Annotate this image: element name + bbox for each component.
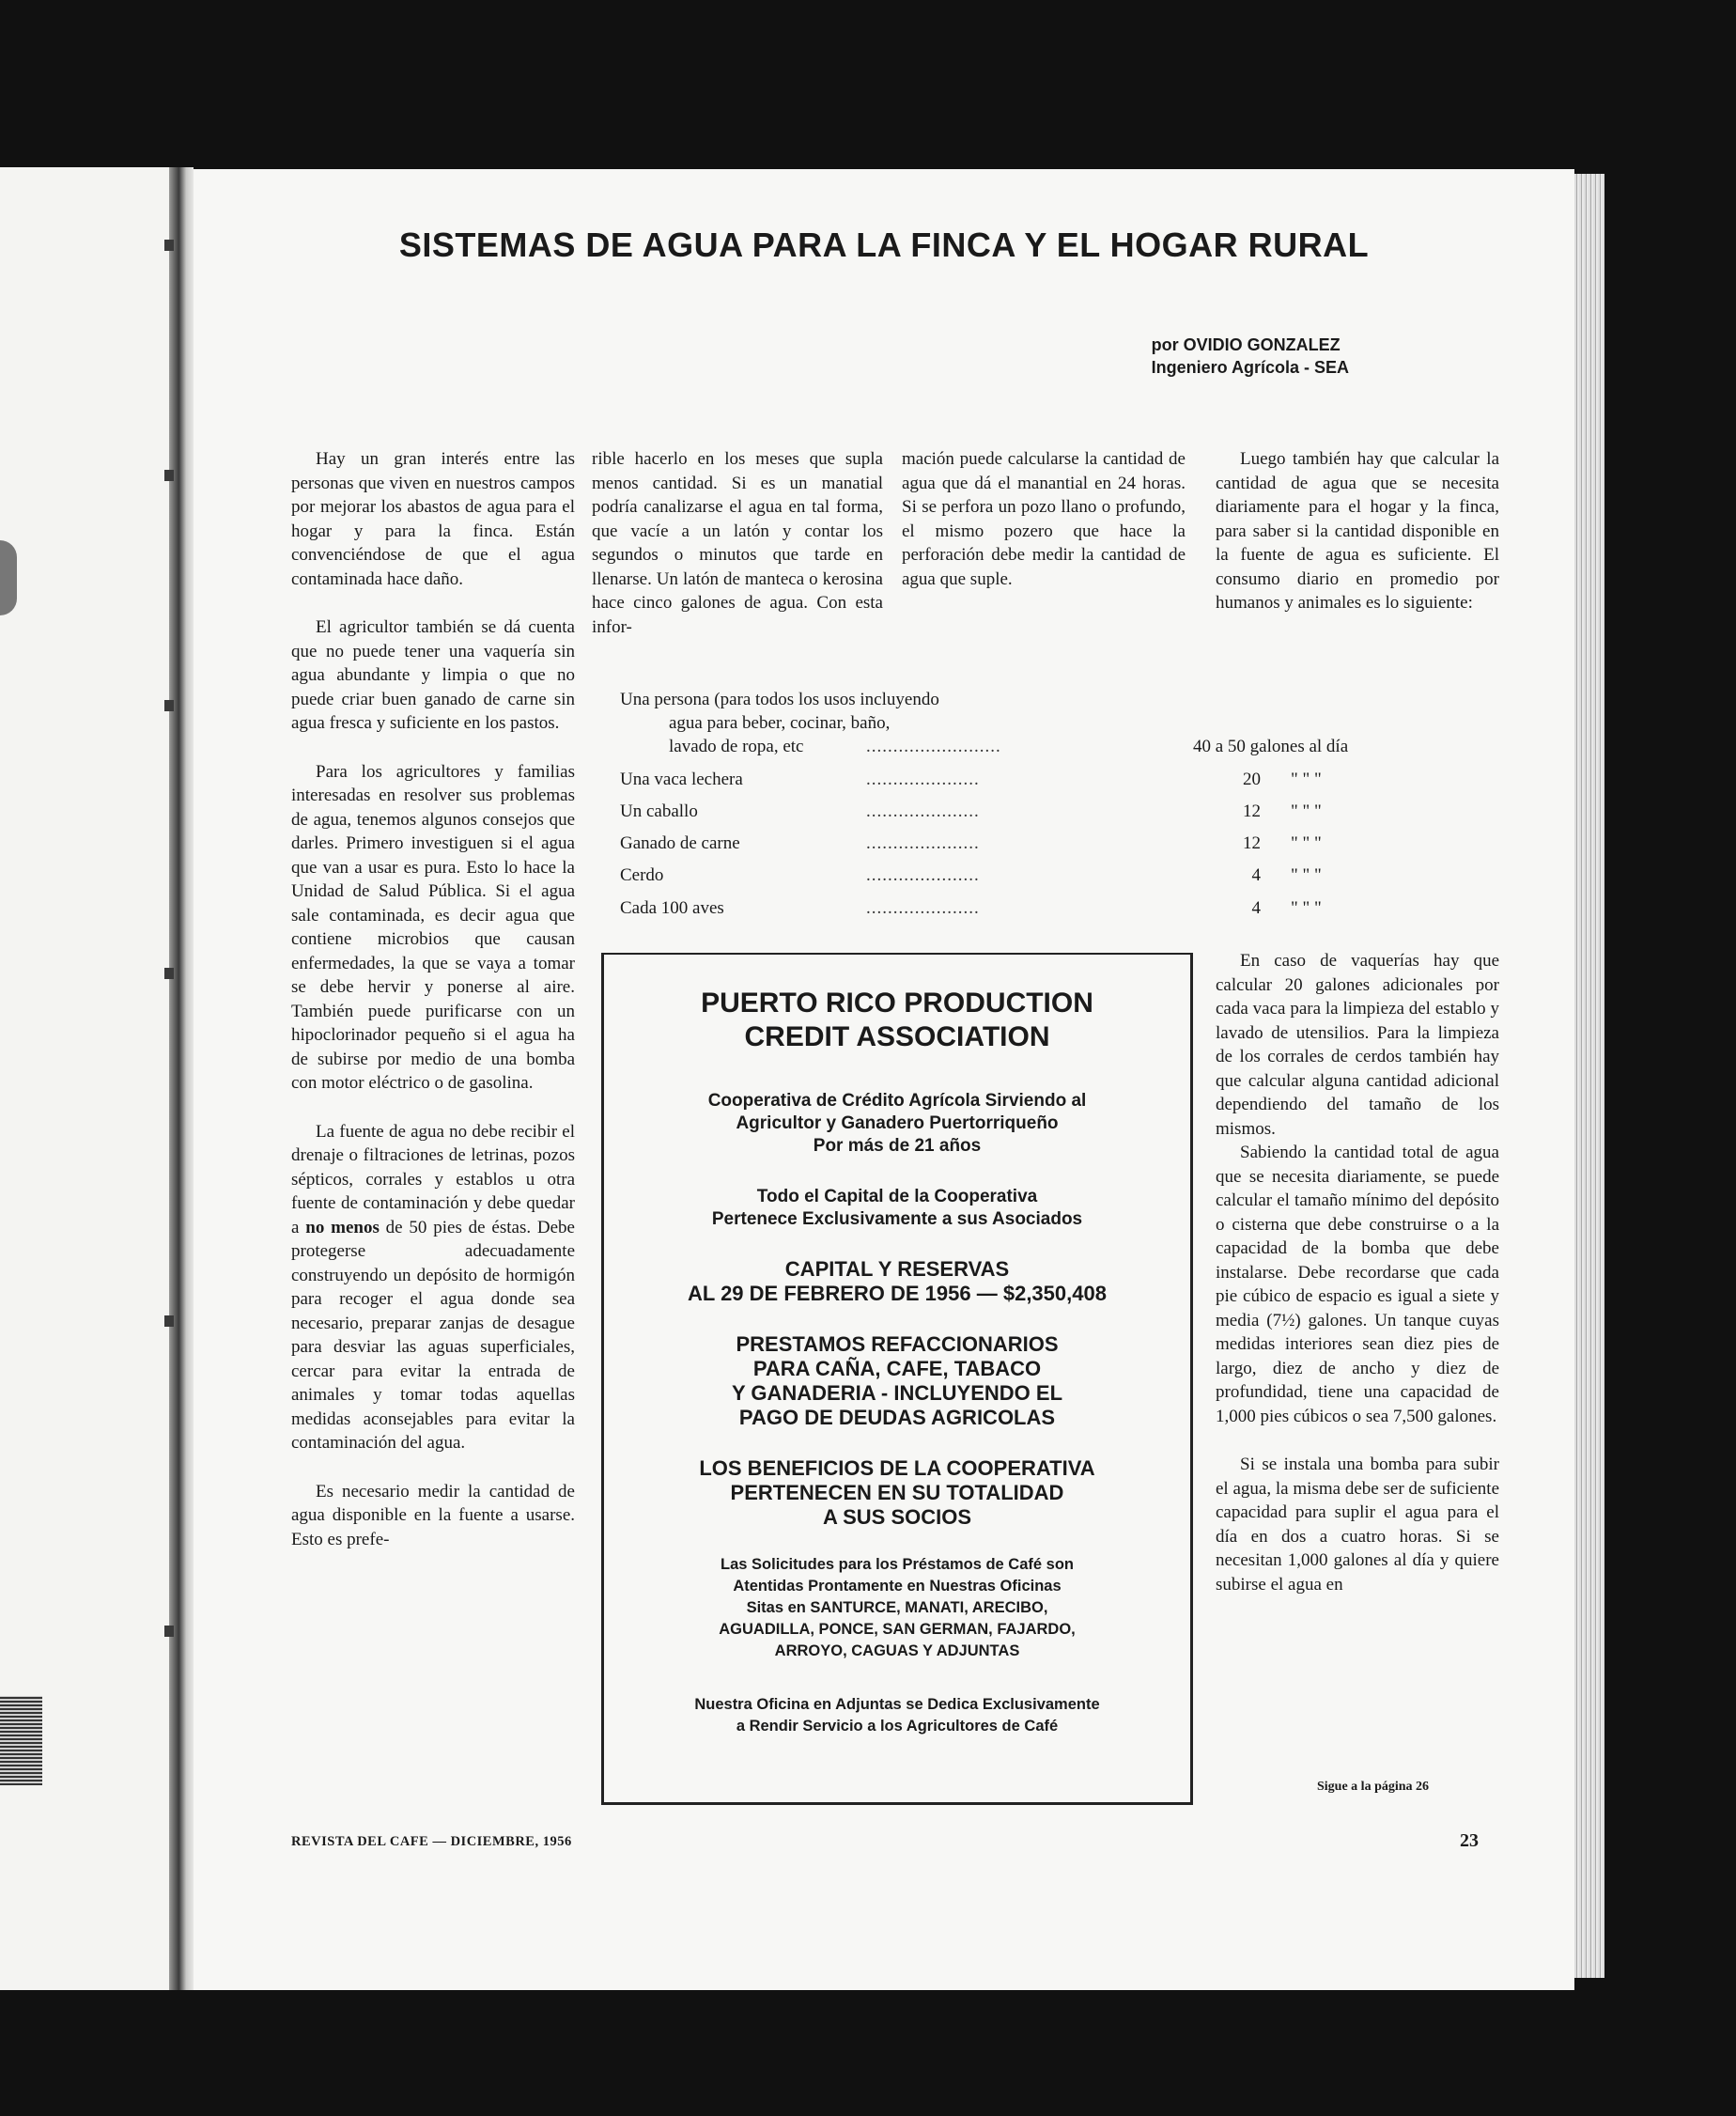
row-label: agua para beber, cocinar, baño, (669, 713, 891, 733)
ad-line: Agricultor y Ganadero Puertorriqueño (736, 1113, 1059, 1133)
ad-block (604, 1694, 1190, 1737)
ad-line: a Rendir Servicio a los Agricultores de Café (736, 1718, 1059, 1735)
row-label: Cerdo (620, 865, 664, 885)
row-value: 40 a 50 galones al día (1193, 737, 1349, 756)
ad-heading-line: PUERTO RICO PRODUCTION (701, 988, 1093, 1019)
ad-line: PRESTAMOS REFACCIONARIOS (736, 1332, 1059, 1356)
magazine-footer: REVISTA DEL CAFE — DICIEMBRE, 1956 (291, 1834, 572, 1849)
ad-line: CAPITAL Y RESERVAS (784, 1257, 1010, 1281)
author-name: por OVIDIO GONZALEZ (1151, 335, 1341, 354)
ad-line: Nuestra Oficina en Adjuntas se Dedica Exclusivamente (694, 1696, 1100, 1713)
row-label: Una vaca lechera (620, 770, 743, 789)
binding-tab (164, 968, 174, 979)
column-4-bottom (1216, 949, 1499, 1596)
paragraph: El agricultor también se dá cuenta que no puede tener una vaquería sin agua abundante y limpia o que no puede criar buen ganado de carne sin agua fresca y suficiente en los pastos. (291, 617, 575, 733)
ad-block (604, 1554, 1190, 1662)
paragraph: Luego también hay que calcular la cantidad de agua que se necesita diariamente para el hogar y la finca, para saber si la cantidad disponible en la fuente de agua es suficiente. El consumo diario en promedio por humanos y animales es lo siguiente: (1216, 449, 1499, 613)
article-title: SISTEMAS DE AGUA PARA LA FINCA Y EL HOGAR RURAL (398, 226, 1370, 264)
left-page-graphic (0, 540, 17, 615)
ad-line: Pertenece Exclusivamente a sus Asociados (711, 1209, 1083, 1229)
ad-heading-line: CREDIT ASSOCIATION (744, 1021, 1050, 1052)
row-value: 4 (1251, 865, 1261, 885)
ad-line: AL 29 DE FEBRERO DE 1956 — $2,350,408 (688, 1282, 1107, 1305)
binding-tab (164, 700, 174, 711)
byline (1152, 334, 1349, 379)
row-label: Cada 100 aves (620, 898, 724, 918)
emphasis: no menos (305, 1217, 380, 1237)
ditto-marks: " " " (1291, 865, 1322, 885)
ad-line: PAGO DE DEUDAS AGRICOLAS (738, 1406, 1056, 1429)
ad-line: Las Solicitudes para los Préstamos de Café son (721, 1556, 1074, 1573)
column-1 (291, 447, 575, 1551)
paragraph: rible hacerlo en los meses que supla menos cantidad. Si es un manatial podría canalizarse el agua en tal forma, que vacíe a un latón y contar los segundos o minutos que tarde en llenarse. Un latón de manteca o kerosina hace cinco galones de agua. Con esta infor- (592, 449, 883, 637)
ad-block (604, 1332, 1190, 1430)
book-spine (169, 167, 194, 1990)
table-row (620, 898, 1494, 926)
leader-dots: ..................... (866, 898, 980, 918)
row-label: Una persona (para todos los usos incluyendo (620, 690, 939, 709)
continued-note: Sigue a la página 26 (1317, 1780, 1430, 1794)
ad-line: A SUS SOCIOS (822, 1505, 972, 1529)
ad-line: PERTENECEN EN SU TOTALIDAD (730, 1481, 1064, 1504)
leader-dots: ..................... (866, 801, 980, 821)
ditto-marks: " " " (1291, 770, 1322, 789)
row-value: 4 (1251, 898, 1261, 918)
ditto-marks: " " " (1291, 833, 1322, 853)
table-row (620, 801, 1494, 830)
ad-line: Y GANADERIA - INCLUYENDO EL (731, 1381, 1063, 1405)
table-row (620, 770, 1494, 798)
ad-line: Atentidas Prontamente en Nuestras Oficinas (733, 1578, 1062, 1595)
ad-line: Sitas en SANTURCE, MANATI, ARECIBO, (746, 1599, 1048, 1616)
column-4-top (1216, 447, 1499, 615)
left-page-pattern (0, 1696, 42, 1785)
paragraph: Para los agricultores y familias interesadas en resolver sus problemas de agua, tenemos algunos consejos que darles. Primero investiguen si el agua que van a usar es pura. Esto lo hace la Unidad de Salud Pública. Si el agua sale contaminada, es decir agua que contiene microbios que causan enfermedades, la que se vaya a tomar se debe hervir y ponerse al aire. También puede purificarse con un hipoclorinador pequeño si el agua ha de subirse por medio de una bomba con motor eléctrico o de gasolina. (291, 761, 575, 1093)
page-edges (1574, 174, 1604, 1978)
binding-tab (164, 240, 174, 251)
ad-heading (604, 987, 1190, 1054)
page-number: 23 (1460, 1830, 1479, 1851)
ad-block (604, 1090, 1190, 1158)
author-title: Ingeniero Agrícola - SEA (1151, 358, 1349, 377)
ad-line: Todo el Capital de la Cooperativa (756, 1187, 1038, 1206)
paragraph: Hay un gran interés entre las personas que viven en nuestros campos por mejorar los abastos de agua para el hogar y para la finca. Están convenciéndose de que el agua contaminada hace daño. (291, 449, 575, 589)
column-3 (902, 447, 1186, 615)
ad-block (604, 1186, 1190, 1231)
binding-tab (164, 470, 174, 481)
ditto-marks: " " " (1291, 898, 1322, 918)
row-label: Un caballo (620, 801, 698, 821)
table-row (620, 865, 1494, 894)
ad-line: LOS BENEFICIOS DE LA COOPERATIVA (699, 1456, 1095, 1480)
table-row (620, 833, 1494, 862)
paragraph: Si se instala una bomba para subir el agua, la misma debe ser de suficiente capacidad para suplir el agua para el día en dos a cuatro horas. Si se necesitan 1,000 galones al día y quiere subirse el agua en (1216, 1455, 1499, 1595)
table-row (620, 737, 1494, 765)
ad-line: ARROYO, CAGUAS Y ADJUNTAS (774, 1642, 1020, 1659)
ad-line: PARA CAÑA, CAFE, TABACO (752, 1357, 1042, 1380)
paragraph: mación puede calcularse la cantidad de agua que dá el manantial en 24 horas. Si se perfora un pozo llano o profundo, el mismo pozero que hace la perforación debe medir la cantidad de agua que suple. (902, 449, 1186, 589)
paragraph-text: La fuente de agua no debe recibir el drenaje o filtraciones de letrinas, pozos sépticos, corrales y establos u otra fuente de contaminación y debe quedar a (291, 1121, 575, 1237)
binding-tab (164, 1315, 174, 1327)
ad-line: AGUADILLA, PONCE, SAN GERMAN, FAJARDO, (719, 1621, 1076, 1638)
paragraph: Es necesario medir la cantidad de agua disponible en la fuente a usarse. Esto es prefe- (291, 1481, 575, 1549)
row-label: lavado de ropa, etc (669, 737, 804, 756)
row-value: 20 (1243, 770, 1261, 789)
ditto-marks: " " " (1291, 801, 1322, 821)
ad-line: Cooperativa de Crédito Agrícola Sirviendo al (707, 1091, 1087, 1111)
paragraph: En caso de vaquerías hay que calcular 20 galones adicionales por cada vaca para la limpieza del establo y lavado de utensilios. Para la limpieza de los corrales de cerdos también hay que calcular alguna cantidad adicional dependiendo del tamaño de los mismos. (1216, 951, 1499, 1139)
paragraph (291, 1120, 575, 1455)
row-value: 12 (1243, 801, 1261, 821)
leader-dots: ..................... (866, 865, 980, 885)
binding-tab (164, 1626, 174, 1637)
ad-block (604, 1257, 1190, 1306)
advertisement-box (601, 953, 1193, 1805)
paragraph-text: de 50 pies de éstas. Debe protegerse adecuadamente construyendo un depósito de hormigón para recoger el agua donde sea necesario, preparar zanjas de desague para desviar las aguas superficiales, cercar para evitar la entrada de animales y tomar todas aquellas medidas aconsejables para evitar la contaminación del agua. (291, 1217, 575, 1453)
column-2 (592, 447, 883, 663)
ad-line: Por más de 21 años (813, 1136, 982, 1156)
row-value: 12 (1243, 833, 1261, 853)
leader-dots: ......................... (866, 737, 1001, 756)
leader-dots: ..................... (866, 770, 980, 789)
ad-block (604, 1456, 1190, 1530)
leader-dots: ..................... (866, 833, 980, 853)
magazine-page (194, 169, 1574, 1990)
paragraph: Sabiendo la cantidad total de agua que se necesita diariamente, se puede calcular el tamaño mínimo del depósito o cisterna que debe construirse o a la capacidad de la bomba que debe instalarse. Debe recordarse que cada pie cúbico de espacio es igual a siete y media (7½) galones. Un tanque cuyas medidas interiores sean diez pies de largo, diez de ancho y diez de profundidad, tiene una capacidad de 1,000 pies cúbicos o sea 7,500 galones. (1216, 1143, 1499, 1426)
row-label: Ganado de carne (620, 833, 740, 853)
